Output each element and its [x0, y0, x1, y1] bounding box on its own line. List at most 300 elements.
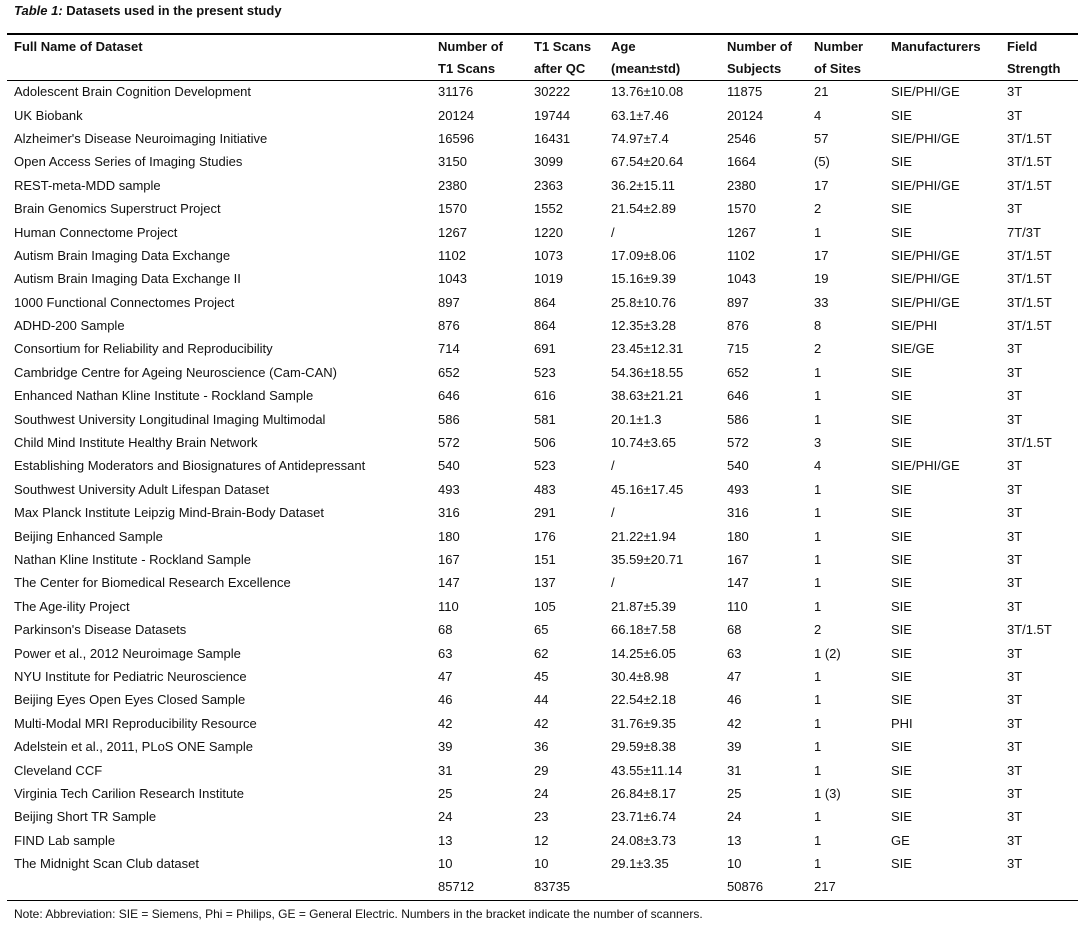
- cell-t1-scans: 42: [438, 715, 453, 731]
- cell-t1-after-qc: 23: [534, 809, 549, 825]
- cell-t1-after-qc: 137: [534, 575, 556, 591]
- cell-t1-scans: 46: [438, 692, 453, 708]
- cell-field-strength: 3T/1.5T: [1007, 154, 1052, 170]
- table-bottom-rule: [7, 900, 1078, 901]
- cell-sites: 33: [814, 294, 829, 310]
- cell-manufacturers: SIE/PHI/GE: [891, 177, 960, 193]
- cell-field-strength: 3T: [1007, 739, 1023, 755]
- cell-t1-scans: 3150: [438, 154, 467, 170]
- cell-dataset-name: FIND Lab sample: [14, 832, 116, 848]
- cell-dataset-name: Multi-Modal MRI Reproducibility Resource: [14, 715, 257, 731]
- cell-t1-after-qc: 30222: [534, 84, 571, 100]
- cell-age: /: [611, 505, 615, 521]
- cell-t1-after-qc: 616: [534, 388, 556, 404]
- cell-manufacturers: SIE: [891, 598, 912, 614]
- header-row-1: [7, 35, 1078, 58]
- cell-sites: 8: [814, 318, 822, 334]
- cell-t1-scans: 572: [438, 435, 460, 451]
- cell-dataset-name: Southwest University Adult Lifespan Dataset: [14, 481, 270, 497]
- cell-t1-after-qc: 151: [534, 552, 556, 567]
- cell-subjects: 10: [727, 856, 742, 872]
- cell-sites: 1: [814, 411, 822, 427]
- cell-field-strength: 3T/1.5T: [1007, 130, 1052, 146]
- cell-t1-scans: 646: [438, 388, 460, 404]
- cell-t1-after-qc: 523: [534, 458, 556, 474]
- cell-subjects: 24: [727, 809, 742, 825]
- cell-manufacturers: SIE: [891, 668, 912, 684]
- cell-sites: 1: [814, 668, 822, 684]
- cell-manufacturers: SIE: [891, 224, 912, 240]
- table-row: [7, 782, 1078, 805]
- cell-subjects: 1267: [727, 224, 756, 240]
- cell-t1-after-qc: 83735: [534, 879, 571, 895]
- cell-t1-scans: 25: [438, 785, 453, 801]
- column-header-t1-after-qc: T1 Scans: [534, 38, 592, 54]
- cell-sites: 1: [814, 856, 822, 872]
- cell-t1-scans: 316: [438, 505, 460, 521]
- cell-manufacturers: SIE/PHI/GE: [891, 458, 960, 474]
- cell-subjects: 11875: [727, 84, 763, 100]
- cell-dataset-name: Enhanced Nathan Kline Institute - Rockland Sample: [14, 388, 314, 404]
- cell-subjects: 876: [727, 318, 749, 334]
- cell-t1-after-qc: 105: [534, 598, 556, 614]
- cell-sites: 1: [814, 692, 822, 708]
- cell-subjects: 1570: [727, 201, 756, 217]
- cell-age: 21.54±2.89: [611, 201, 676, 217]
- cell-field-strength: 3T/1.5T: [1007, 247, 1052, 263]
- cell-t1-scans: 897: [438, 294, 460, 310]
- cell-subjects: 2546: [727, 130, 756, 146]
- cell-field-strength: 3T: [1007, 809, 1023, 825]
- cell-t1-after-qc: 16431: [534, 130, 571, 146]
- cell-field-strength: 3T: [1007, 481, 1023, 497]
- cell-manufacturers: SIE: [891, 528, 912, 544]
- cell-t1-scans: 20124: [438, 107, 475, 123]
- cell-dataset-name: Beijing Short TR Sample: [14, 809, 157, 825]
- table-row: [7, 501, 1078, 524]
- cell-subjects: 50876: [727, 879, 764, 895]
- cell-t1-scans: 586: [438, 411, 460, 427]
- table-row: [7, 80, 1078, 103]
- cell-sites: 1: [814, 552, 822, 567]
- cell-dataset-name: Cleveland CCF: [14, 762, 103, 778]
- cell-dataset-name: Adolescent Brain Cognition Development: [14, 84, 252, 100]
- cell-sites: 1: [814, 481, 822, 497]
- cell-t1-after-qc: 65: [534, 622, 549, 638]
- datasets-table: [7, 35, 1078, 899]
- cell-subjects: 180: [727, 528, 749, 544]
- cell-t1-scans: 24: [438, 809, 453, 825]
- cell-dataset-name: NYU Institute for Pediatric Neuroscience: [14, 668, 247, 684]
- cell-manufacturers: SIE/PHI/GE: [891, 84, 960, 100]
- table-row: [7, 524, 1078, 547]
- cell-subjects: 13: [727, 832, 742, 848]
- column-header-field-strength-line2: Strength: [1007, 61, 1061, 77]
- cell-field-strength: 3T: [1007, 715, 1023, 731]
- cell-field-strength: 3T: [1007, 575, 1023, 591]
- cell-t1-after-qc: 581: [534, 411, 556, 427]
- cell-t1-scans: 13: [438, 832, 453, 848]
- table-caption: [14, 3, 282, 19]
- cell-age: 30.4±8.98: [611, 668, 669, 684]
- table-row: [7, 805, 1078, 828]
- cell-sites: 21: [814, 84, 829, 100]
- cell-sites: 2: [814, 622, 822, 638]
- table-row: [7, 641, 1078, 664]
- cell-field-strength: 3T: [1007, 341, 1023, 357]
- cell-field-strength: 3T/1.5T: [1007, 271, 1052, 287]
- cell-sites: 2: [814, 201, 822, 217]
- cell-t1-scans: 16596: [438, 130, 475, 146]
- cell-sites: 57: [814, 130, 829, 146]
- table-row: [7, 478, 1078, 501]
- column-header-t1-scans-line2: T1 Scans: [438, 61, 496, 77]
- cell-age: /: [611, 575, 615, 591]
- cell-subjects: 147: [727, 575, 749, 591]
- table-caption-label: Table 1:: [14, 3, 63, 18]
- cell-dataset-name: Max Planck Institute Leipzig Mind-Brain-Body Dataset: [14, 505, 324, 521]
- cell-field-strength: 3T/1.5T: [1007, 318, 1052, 334]
- cell-manufacturers: SIE: [891, 505, 912, 521]
- cell-dataset-name: Autism Brain Imaging Data Exchange II: [14, 271, 241, 287]
- column-header-dataset-name: Full Name of Dataset: [14, 38, 143, 54]
- cell-manufacturers: SIE: [891, 411, 912, 427]
- cell-age: 31.76±9.35: [611, 715, 676, 731]
- cell-t1-after-qc: 176: [534, 528, 556, 544]
- table-row: [7, 384, 1078, 407]
- cell-subjects: 68: [727, 622, 742, 638]
- cell-t1-scans: 10: [438, 856, 453, 872]
- cell-t1-scans: 876: [438, 318, 460, 334]
- cell-sites: 1: [814, 528, 822, 544]
- cell-subjects: 63: [727, 645, 742, 661]
- cell-subjects: 572: [727, 435, 749, 451]
- table-row: [7, 337, 1078, 360]
- table-row: [7, 829, 1078, 852]
- cell-subjects: 646: [727, 388, 749, 404]
- cell-subjects: 167: [727, 552, 749, 567]
- cell-field-strength: 7T/3T: [1007, 224, 1041, 240]
- cell-t1-scans: 47: [438, 668, 453, 684]
- table-row: [7, 431, 1078, 454]
- table-row: [7, 454, 1078, 477]
- cell-sites: 1: [814, 809, 822, 825]
- cell-sites: (5): [814, 154, 830, 170]
- header-row-2: [7, 58, 1078, 81]
- cell-t1-after-qc: 864: [534, 318, 556, 334]
- cell-manufacturers: SIE: [891, 622, 912, 638]
- column-header-manufacturers-line2: [884, 58, 1000, 81]
- cell-dataset-name: Autism Brain Imaging Data Exchange: [14, 247, 231, 263]
- cell-dataset-name: Cambridge Centre for Ageing Neuroscience (Cam-CAN): [14, 364, 337, 380]
- cell-t1-scans: 540: [438, 458, 460, 474]
- cell-field-strength: 3T: [1007, 668, 1023, 684]
- cell-age: 63.1±7.46: [611, 107, 669, 123]
- cell-age: 20.1±1.3: [611, 411, 662, 427]
- table-row: [7, 571, 1078, 594]
- cell-age: 23.45±12.31: [611, 341, 684, 357]
- table-row-totals: [7, 875, 1078, 898]
- cell-field-strength: 3T: [1007, 762, 1023, 778]
- cell-manufacturers: SIE: [891, 739, 912, 755]
- table-row: [7, 548, 1078, 571]
- cell-subjects: 39: [727, 739, 742, 755]
- cell-age: 21.22±1.94: [611, 528, 676, 544]
- cell-sites: 19: [814, 271, 829, 287]
- cell-field-strength: 3T: [1007, 388, 1023, 404]
- cell-subjects: 586: [727, 411, 749, 427]
- cell-t1-after-qc: 3099: [534, 154, 563, 170]
- cell-age: 43.55±11.14: [611, 762, 683, 778]
- table-header: [7, 35, 1078, 80]
- table-row: [7, 712, 1078, 735]
- cell-t1-scans: 180: [438, 528, 460, 544]
- table-row: [7, 595, 1078, 618]
- cell-sites: 17: [814, 247, 829, 263]
- cell-manufacturers: SIE/PHI/GE: [891, 247, 960, 263]
- cell-t1-scans: 31176: [438, 84, 474, 100]
- cell-age: [604, 875, 720, 898]
- cell-field-strength: 3T: [1007, 201, 1023, 217]
- cell-field-strength: 3T: [1007, 107, 1023, 123]
- table-row: [7, 618, 1078, 641]
- cell-manufacturers: SIE: [891, 552, 912, 567]
- cell-age: 38.63±21.21: [611, 388, 684, 404]
- cell-age: 29.59±8.38: [611, 739, 676, 755]
- cell-age: 29.1±3.35: [611, 856, 669, 872]
- cell-subjects: 31: [727, 762, 742, 778]
- cell-subjects: 715: [727, 341, 749, 357]
- cell-dataset-name: Brain Genomics Superstruct Project: [14, 201, 221, 217]
- column-header-age-line2: (mean±std): [611, 61, 681, 77]
- column-header-t1-after-qc-line2: after QC: [534, 61, 586, 77]
- cell-t1-after-qc: 691: [534, 341, 556, 357]
- cell-field-strength: 3T/1.5T: [1007, 294, 1052, 310]
- cell-manufacturers: SIE/PHI/GE: [891, 294, 960, 310]
- cell-subjects: 897: [727, 294, 749, 310]
- table-row: [7, 314, 1078, 337]
- cell-dataset-name: Nathan Kline Institute - Rockland Sample: [14, 552, 252, 567]
- cell-dataset-name: UK Biobank: [14, 107, 83, 123]
- cell-dataset-name: 1000 Functional Connectomes Project: [14, 294, 235, 310]
- cell-age: 26.84±8.17: [611, 785, 676, 801]
- column-header-t1-scans: Number of: [438, 38, 503, 54]
- column-header-dataset-name-line2: [7, 58, 431, 81]
- cell-field-strength: 3T: [1007, 364, 1023, 380]
- cell-field-strength: 3T: [1007, 528, 1023, 544]
- cell-sites: 1: [814, 598, 822, 614]
- table-row: [7, 665, 1078, 688]
- cell-manufacturers: SIE: [891, 785, 912, 801]
- cell-manufacturers: PHI: [891, 715, 913, 731]
- cell-dataset-name: Consortium for Reliability and Reproducibility: [14, 341, 273, 357]
- cell-age: 36.2±15.11: [611, 177, 676, 193]
- column-header-sites-line2: of Sites: [814, 61, 861, 77]
- cell-manufacturers: SIE: [891, 388, 912, 404]
- cell-t1-after-qc: 62: [534, 645, 549, 661]
- cell-subjects: 25: [727, 785, 742, 801]
- cell-age: 17.09±8.06: [611, 247, 676, 263]
- cell-dataset-name: Power et al., 2012 Neuroimage Sample: [14, 645, 241, 661]
- cell-field-strength: 3T: [1007, 785, 1023, 801]
- cell-field-strength: 3T: [1007, 692, 1023, 708]
- cell-sites: 1 (3): [814, 785, 841, 801]
- column-header-sites: Number: [814, 38, 864, 54]
- cell-subjects: 493: [727, 481, 749, 497]
- cell-subjects: 47: [727, 668, 742, 684]
- column-header-manufacturers: Manufacturers: [891, 38, 981, 54]
- cell-manufacturers: SIE/PHI/GE: [891, 130, 960, 146]
- cell-field-strength: 3T: [1007, 856, 1023, 872]
- cell-field-strength: 3T: [1007, 645, 1023, 661]
- cell-t1-scans: 110: [438, 598, 459, 614]
- cell-age: 25.8±10.76: [611, 294, 676, 310]
- column-header-field-strength: Field: [1007, 38, 1038, 54]
- cell-sites: 4: [814, 107, 822, 123]
- cell-t1-after-qc: 42: [534, 715, 549, 731]
- cell-sites: 1: [814, 388, 822, 404]
- cell-t1-scans: 39: [438, 739, 453, 755]
- cell-sites: 1: [814, 832, 822, 848]
- cell-field-strength: 3T/1.5T: [1007, 435, 1052, 451]
- cell-manufacturers: SIE/GE: [891, 341, 935, 357]
- cell-t1-after-qc: 1220: [534, 224, 563, 240]
- table-row: [7, 244, 1078, 267]
- cell-dataset-name: Virginia Tech Carilion Research Institute: [14, 785, 245, 801]
- cell-field-strength: 3T: [1007, 411, 1023, 427]
- cell-t1-scans: 68: [438, 622, 453, 638]
- table-caption-title: Datasets used in the present study: [62, 3, 282, 18]
- cell-t1-after-qc: 12: [534, 832, 549, 848]
- cell-t1-scans: 1267: [438, 224, 467, 240]
- cell-t1-scans: 1570: [438, 201, 467, 217]
- cell-sites: 1: [814, 762, 822, 778]
- cell-field-strength: 3T: [1007, 552, 1023, 567]
- cell-t1-after-qc: 19744: [534, 107, 571, 123]
- cell-t1-scans: 167: [438, 552, 460, 567]
- cell-t1-after-qc: 29: [534, 762, 549, 778]
- cell-field-strength: 3T: [1007, 84, 1023, 100]
- cell-subjects: 652: [727, 364, 749, 380]
- cell-dataset-name: [7, 875, 431, 898]
- cell-subjects: 1043: [727, 271, 756, 287]
- cell-subjects: 540: [727, 458, 749, 474]
- cell-dataset-name: The Center for Biomedical Research Excellence: [14, 575, 291, 591]
- cell-sites: 2: [814, 341, 822, 357]
- cell-t1-scans: 147: [438, 575, 460, 591]
- cell-manufacturers: SIE: [891, 575, 912, 591]
- cell-t1-scans: 2380: [438, 177, 467, 193]
- cell-dataset-name: Adelstein et al., 2011, PLoS ONE Sample: [14, 739, 253, 755]
- cell-t1-scans: 63: [438, 645, 453, 661]
- cell-t1-after-qc: 36: [534, 739, 549, 755]
- cell-age: 67.54±20.64: [611, 154, 684, 170]
- cell-age: /: [611, 224, 615, 240]
- table-row: [7, 197, 1078, 220]
- cell-dataset-name: Child Mind Institute Healthy Brain Network: [14, 435, 258, 451]
- cell-t1-after-qc: 523: [534, 364, 556, 380]
- cell-manufacturers: SIE/PHI/GE: [891, 271, 960, 287]
- cell-sites: 1: [814, 224, 822, 240]
- table-row: [7, 735, 1078, 758]
- cell-sites: 1: [814, 715, 822, 731]
- cell-manufacturers: SIE: [891, 856, 912, 872]
- cell-dataset-name: Establishing Moderators and Biosignatures of Antidepressant: [14, 458, 366, 474]
- cell-age: 45.16±17.45: [611, 481, 684, 497]
- cell-age: 12.35±3.28: [611, 318, 676, 334]
- cell-t1-scans: 714: [438, 341, 460, 357]
- column-header-subjects-line2: Subjects: [727, 61, 782, 77]
- cell-manufacturers: SIE: [891, 762, 912, 778]
- cell-age: 10.74±3.65: [611, 435, 676, 451]
- cell-age: 22.54±2.18: [611, 692, 676, 708]
- cell-manufacturers: SIE/PHI: [891, 318, 938, 334]
- cell-t1-after-qc: 45: [534, 668, 549, 684]
- table-row: [7, 220, 1078, 243]
- cell-manufacturers: SIE: [891, 481, 912, 497]
- cell-age: 21.87±5.39: [611, 598, 676, 614]
- table-row: [7, 127, 1078, 150]
- cell-age: 24.08±3.73: [611, 832, 676, 848]
- cell-dataset-name: Open Access Series of Imaging Studies: [14, 154, 243, 170]
- cell-sites: 217: [814, 879, 836, 895]
- cell-age: 74.97±7.4: [611, 130, 669, 146]
- cell-sites: 1: [814, 364, 822, 380]
- table-row: [7, 103, 1078, 126]
- cell-subjects: 2380: [727, 177, 756, 193]
- cell-t1-after-qc: 864: [534, 294, 556, 310]
- cell-sites: 1: [814, 575, 822, 591]
- cell-t1-scans: 652: [438, 364, 460, 380]
- cell-age: 14.25±6.05: [611, 645, 676, 661]
- cell-t1-scans: 493: [438, 481, 460, 497]
- cell-field-strength: 3T: [1007, 832, 1023, 848]
- cell-age: 35.59±20.71: [611, 552, 684, 567]
- cell-subjects: 42: [727, 715, 742, 731]
- cell-t1-after-qc: 483: [534, 481, 556, 497]
- cell-subjects: 1102: [727, 247, 755, 263]
- cell-subjects: 46: [727, 692, 742, 708]
- cell-sites: 1 (2): [814, 645, 841, 661]
- table-row: [7, 267, 1078, 290]
- cell-t1-scans: 85712: [438, 879, 475, 895]
- cell-field-strength: [1000, 875, 1078, 898]
- cell-dataset-name: Human Connectome Project: [14, 224, 178, 240]
- cell-sites: 4: [814, 458, 822, 474]
- cell-subjects: 316: [727, 505, 749, 521]
- cell-manufacturers: SIE: [891, 154, 912, 170]
- cell-dataset-name: Beijing Enhanced Sample: [14, 528, 163, 544]
- cell-t1-scans: 1102: [438, 247, 466, 263]
- cell-dataset-name: REST-meta-MDD sample: [14, 177, 161, 193]
- cell-age: 13.76±10.08: [611, 84, 684, 100]
- cell-t1-after-qc: 1019: [534, 271, 563, 287]
- cell-sites: 3: [814, 435, 822, 451]
- table-row: [7, 174, 1078, 197]
- cell-t1-after-qc: 506: [534, 435, 556, 451]
- table-row: [7, 758, 1078, 781]
- cell-age: 15.16±9.39: [611, 271, 676, 287]
- cell-manufacturers: SIE: [891, 201, 912, 217]
- cell-field-strength: 3T: [1007, 598, 1023, 614]
- cell-sites: 17: [814, 177, 829, 193]
- cell-t1-after-qc: 2363: [534, 177, 563, 193]
- cell-age: 54.36±18.55: [611, 364, 684, 380]
- cell-sites: 1: [814, 505, 822, 521]
- cell-dataset-name: ADHD-200 Sample: [14, 318, 125, 334]
- cell-field-strength: 3T: [1007, 458, 1023, 474]
- column-header-subjects: Number of: [727, 38, 792, 54]
